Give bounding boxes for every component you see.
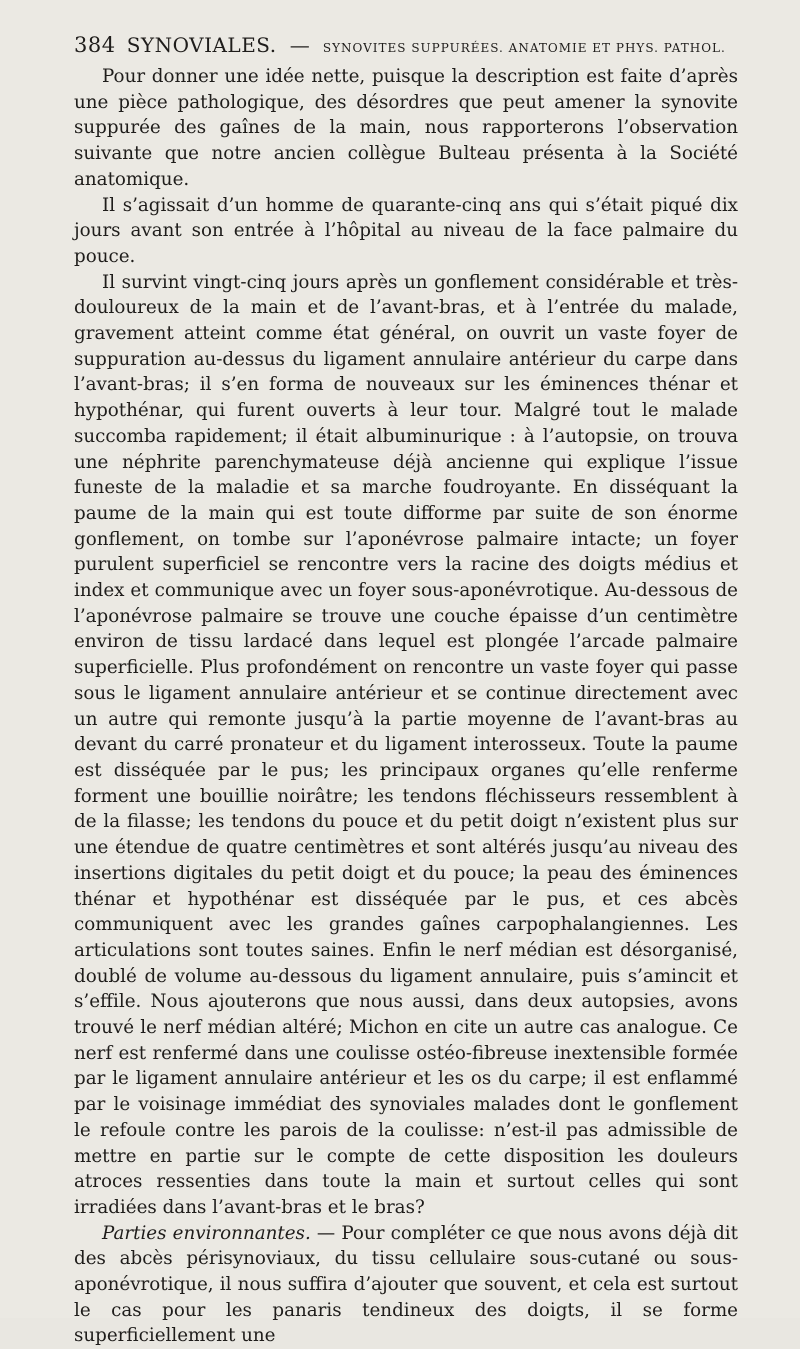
running-head: [74, 31, 754, 62]
paragraph-heading: Parties environnantes.: [102, 1222, 311, 1244]
paragraph-surrounding-parts: [74, 1221, 738, 1349]
section-title: SYNOVIALES.: [126, 33, 277, 57]
heading-dash: —: [316, 1222, 336, 1244]
paragraph-intro: Pour donner une idée nette, puisque la description est faite d’après une pièce pathologique, des désordres que peut amener la synovite suppurée des gaînes de la main, nous rapporterons l’observation suivante que notre ancien collègue Bulteau présenta à la Société anatomique.: [74, 66, 738, 190]
header-separator: —: [289, 33, 310, 57]
paragraph-case-patient: Il s’agissait d’un homme de quarante-cinq ans qui s’était piqué dix jours avant son entrée à l’hôpital au niveau de la face palmaire du pouce.: [74, 194, 738, 267]
paragraph-text: Pour compléter ce que nous avons déjà dit des abcès périsynoviaux, du tissu cellulaire sous-cutané ou sous-aponévrotique, il nous suffira d’ajouter que souvent, et cela est surtout le cas pour les panaris tendineux des doigts, il se forme superficiellement une: [74, 1222, 739, 1347]
page-number: 384: [74, 33, 116, 57]
paragraph-case-autopsy: Il survint vingt-cinq jours après un gonflement considérable et très-douloureux de la main et de l’avant-bras, et à l’entrée du malade, gravement atteint comme état général, on ouvrit un vaste foyer de suppuration au-dessus du ligament annulaire antérieur du carpe dans l’avant-bras; il s’en forma de nouveaux sur les éminences thénar et hypothénar, qui furent ouverts à leur tour. Malgré tout le malade succomba rapidement; il était albuminurique : à l’autopsie, on trouva une néphrite parenchymateuse déjà ancienne qui explique l’issue funeste de la maladie et sa marche foudroyante. En disséquant la paume de la main qui est toute difforme par suite de son énorme gonflement, on tombe sur l’aponévrose palmaire intacte; un foyer purulent superficiel se rencontre vers la racine des doigts médius et index et communique avec un foyer sous-aponévrotique. Au-dessous de l’aponévrose palmaire se trouve une couche épaisse d’un centimètre environ de tissu lardacé dans lequel est plongée l’arcade palmaire superficielle. Plus profondément on rencontre un vaste foyer qui passe sous le ligament annulaire antérieur et se continue directement avec un autre qui remonte jusqu’à la partie moyenne de l’avant-bras au devant du carré pronateur et du ligament interosseux. Toute la paume est disséquée par le pus; les principaux organes qu’elle renferme forment une bouillie noirâtre; les tendons fléchisseurs ressemblent à de la filasse; les tendons du pouce et du petit doigt n’existent plus sur une étendue de quatre centimètres et sont altérés jusqu’au niveau des insertions digitales du petit doigt et du pouce; la peau des éminences thénar et hypothénar est disséquée par le pus, et ces abcès communiquent avec les grandes gaînes carpophalangiennes. Les articulations sont toutes saines. Enfin le nerf médian est désorganisé, doublé de volume au-dessous du ligament annulaire, puis s’amincit et s’effile. Nous ajouterons que nous aussi, dans deux autopsies, avons trouvé le nerf médian altéré; Michon en cite un autre cas analogue. Ce nerf est renfermé dans une coulisse ostéo-fibreuse inextensible formée par le ligament annulaire antérieur et les os du carpe; il est enflammé par le voisinage immédiat des synoviales malades dont le gonflement le refoule contre les parois de la coulisse: n’est-il pas admissible de mettre en partie sur le compte de cette disposition les douleurs atroces ressenties dans toute la main et surtout celles qui sont irradiées dans l’avant-bras et le bras?: [74, 271, 738, 1218]
body-text: [74, 64, 738, 1349]
section-subtitle: SYNOVITES SUPPURÉES. ANATOMIE ET PHYS. PATHOL.: [322, 41, 726, 55]
